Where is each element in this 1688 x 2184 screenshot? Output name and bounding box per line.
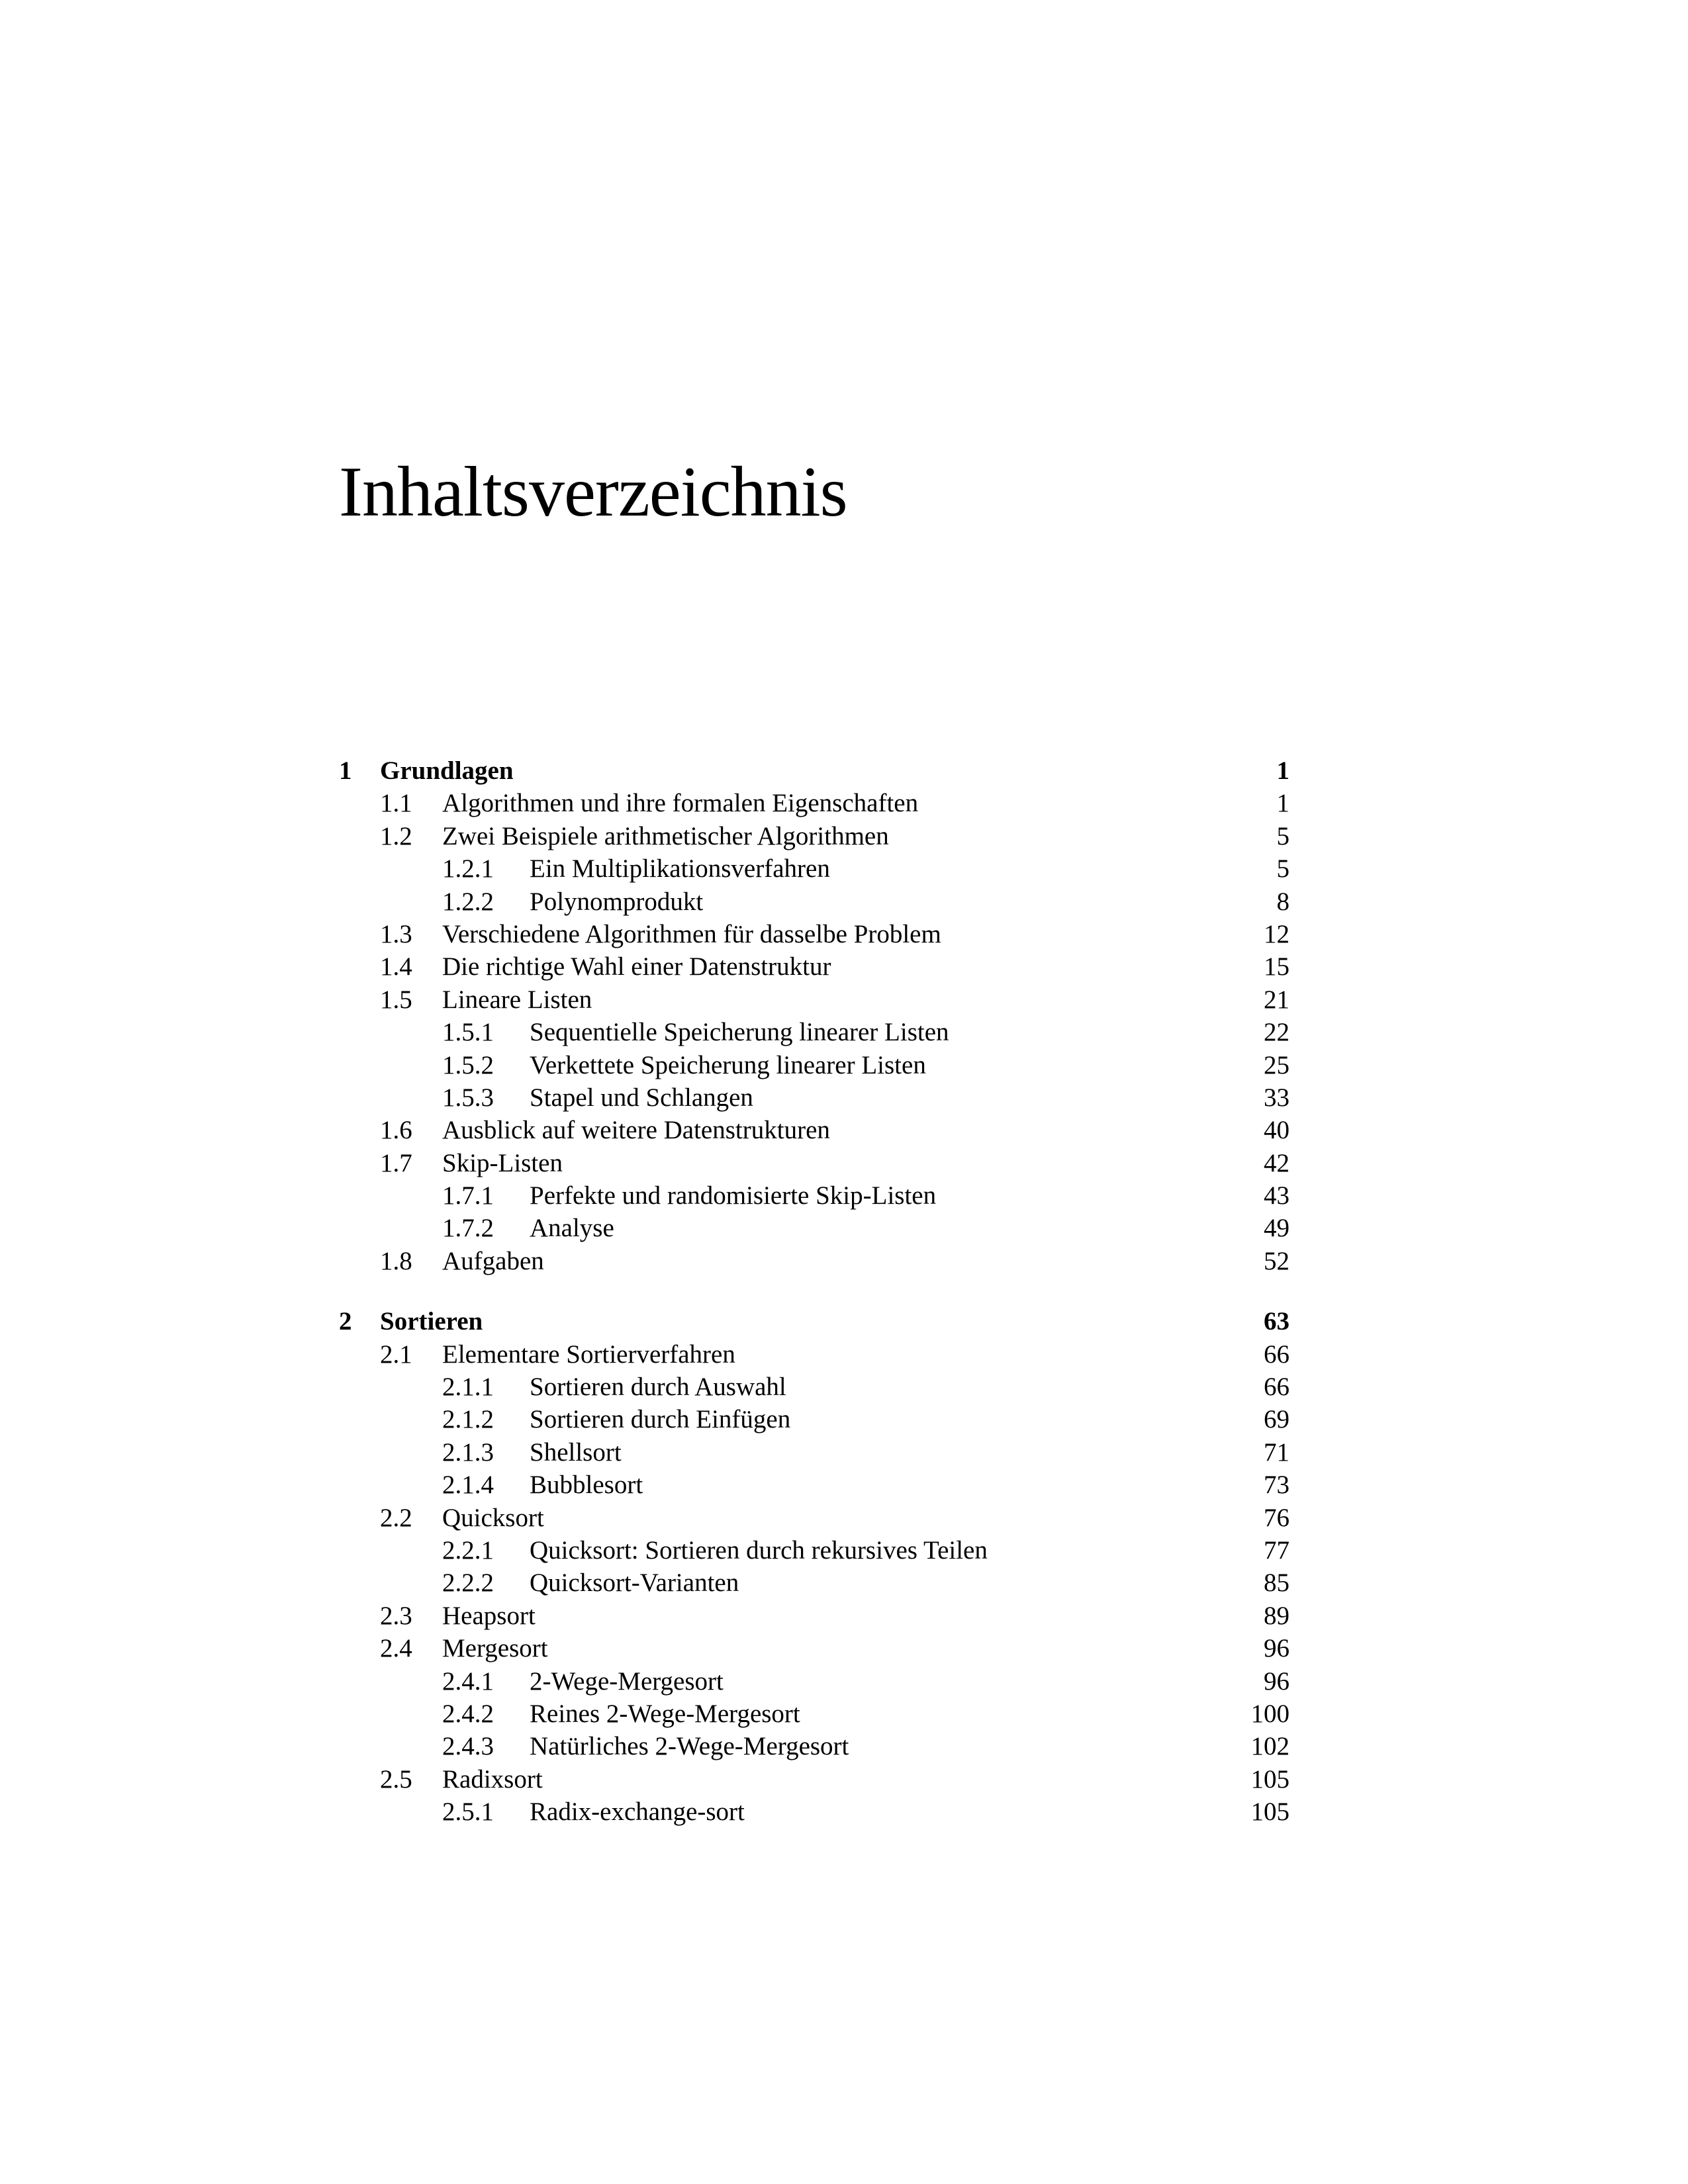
entry-page-number: 1	[1276, 756, 1289, 785]
entry-page-number: 22	[1264, 1018, 1289, 1047]
toc-subsection-entry[interactable]	[339, 1049, 1289, 1081]
toc-subsection-entry[interactable]	[339, 1436, 1289, 1469]
entry-page-number: 85	[1264, 1569, 1289, 1598]
page-title: Inhaltsverzeichnis	[339, 453, 847, 531]
entry-number: 2.2	[380, 1503, 412, 1532]
toc-subsection-entry[interactable]	[339, 1016, 1289, 1048]
entry-number: 2.1.4	[442, 1471, 494, 1500]
entry-title: Skip-Listen	[442, 1148, 563, 1177]
toc-subsection-entry[interactable]	[339, 1534, 1289, 1567]
entry-title: 2-Wege-Mergesort	[530, 1666, 724, 1696]
entry-title: Verschiedene Algorithmen für dasselbe Problem	[442, 919, 941, 948]
entry-title: Polynomprodukt	[530, 887, 704, 916]
entry-number: 1.6	[380, 1116, 412, 1145]
chapter-block	[339, 1305, 1289, 1828]
entry-title: Elementare Sortierverfahren	[442, 1340, 735, 1369]
entry-title: Aufgaben	[442, 1246, 544, 1275]
toc-subsection-entry[interactable]	[339, 886, 1289, 918]
entry-page-number: 66	[1264, 1373, 1289, 1402]
toc-section-entry[interactable]	[339, 1502, 1289, 1534]
entry-title: Sortieren	[380, 1307, 483, 1336]
entry-number: 2.5.1	[442, 1797, 494, 1827]
toc-subsection-entry[interactable]	[339, 1081, 1289, 1114]
toc-section-entry[interactable]	[339, 1147, 1289, 1179]
entry-title: Quicksort	[442, 1503, 544, 1532]
entry-title: Mergesort	[442, 1634, 548, 1663]
entry-number: 1.2.2	[442, 887, 494, 916]
entry-number: 1.5.1	[442, 1018, 494, 1047]
entry-page-number: 69	[1264, 1405, 1289, 1434]
toc-section-entry[interactable]	[339, 1632, 1289, 1664]
entry-title: Grundlagen	[380, 756, 514, 785]
entry-page-number: 96	[1264, 1666, 1289, 1696]
entry-page-number: 21	[1264, 985, 1289, 1014]
entry-title: Verkettete Speicherung linearer Listen	[530, 1050, 926, 1079]
chapter-block	[339, 754, 1289, 1277]
toc-subsection-entry[interactable]	[339, 1665, 1289, 1698]
toc-chapter-entry[interactable]	[339, 1305, 1289, 1338]
entry-number: 2.1.1	[442, 1373, 494, 1402]
toc-section-entry[interactable]	[339, 1114, 1289, 1146]
entry-number: 1.5.3	[442, 1083, 494, 1112]
entry-page-number: 96	[1264, 1634, 1289, 1663]
entry-number: 1.5	[380, 985, 412, 1014]
entry-page-number: 5	[1276, 854, 1289, 884]
entry-title: Ausblick auf weitere Datenstrukturen	[442, 1116, 830, 1145]
entry-page-number: 8	[1276, 887, 1289, 916]
entry-title: Lineare Listen	[442, 985, 592, 1014]
entry-number: 1.4	[380, 952, 412, 981]
entry-number: 2.4	[380, 1634, 412, 1663]
toc-section-entry[interactable]	[339, 1338, 1289, 1371]
entry-page-number: 102	[1250, 1732, 1289, 1761]
entry-page-number: 52	[1264, 1246, 1289, 1275]
entry-title: Sortieren durch Auswahl	[530, 1373, 786, 1402]
entry-number: 1.7.1	[442, 1181, 494, 1210]
toc-subsection-entry[interactable]	[339, 1469, 1289, 1501]
entry-title: Reines 2-Wege-Mergesort	[530, 1699, 800, 1728]
entry-number: 2.5	[380, 1764, 412, 1794]
entry-page-number: 105	[1250, 1764, 1289, 1794]
entry-page-number: 49	[1264, 1214, 1289, 1243]
entry-number: 1.5.2	[442, 1050, 494, 1079]
toc-subsection-entry[interactable]	[339, 1698, 1289, 1730]
entry-number: 1.8	[380, 1246, 412, 1275]
toc-subsection-entry[interactable]	[339, 1212, 1289, 1244]
entry-title: Radixsort	[442, 1764, 543, 1794]
entry-number: 2.1.3	[442, 1437, 494, 1467]
entry-title: Stapel und Schlangen	[530, 1083, 753, 1112]
toc-section-entry[interactable]	[339, 1245, 1289, 1277]
entry-number: 2.4.3	[442, 1732, 494, 1761]
toc-section-entry[interactable]	[339, 950, 1289, 983]
entry-number: 2.1.2	[442, 1405, 494, 1434]
toc-section-entry[interactable]	[339, 820, 1289, 852]
entry-page-number: 5	[1276, 821, 1289, 850]
entry-number: 2.3	[380, 1601, 412, 1630]
toc-section-entry[interactable]	[339, 983, 1289, 1016]
entry-number: 2.2.1	[442, 1535, 494, 1565]
toc-section-entry[interactable]	[339, 1763, 1289, 1796]
entry-title: Quicksort-Varianten	[530, 1569, 739, 1598]
toc-subsection-entry[interactable]	[339, 1179, 1289, 1212]
toc-subsection-entry[interactable]	[339, 852, 1289, 885]
entry-page-number: 73	[1264, 1471, 1289, 1500]
entry-number: 2.4.2	[442, 1699, 494, 1728]
entry-title: Analyse	[530, 1214, 614, 1243]
entry-title: Natürliches 2-Wege-Mergesort	[530, 1732, 849, 1761]
entry-page-number: 43	[1264, 1181, 1289, 1210]
toc-subsection-entry[interactable]	[339, 1403, 1289, 1435]
entry-title: Heapsort	[442, 1601, 536, 1630]
entry-title: Die richtige Wahl einer Datenstruktur	[442, 952, 831, 981]
entry-page-number: 77	[1264, 1535, 1289, 1565]
toc-subsection-entry[interactable]	[339, 1371, 1289, 1403]
entry-page-number: 89	[1264, 1601, 1289, 1630]
toc-section-entry[interactable]	[339, 787, 1289, 819]
toc-section-entry[interactable]	[339, 918, 1289, 950]
entry-title: Sortieren durch Einfügen	[530, 1405, 791, 1434]
entry-number: 1.3	[380, 919, 412, 948]
entry-page-number: 33	[1264, 1083, 1289, 1112]
entry-page-number: 1	[1276, 789, 1289, 818]
entry-page-number: 40	[1264, 1116, 1289, 1145]
entry-title: Ein Multiplikationsverfahren	[530, 854, 830, 884]
entry-page-number: 42	[1264, 1148, 1289, 1177]
entry-number: 1.7	[380, 1148, 412, 1177]
entry-number: 1.1	[380, 789, 412, 818]
entry-page-number: 63	[1264, 1307, 1289, 1336]
entry-number: 2	[339, 1307, 352, 1336]
entry-page-number: 76	[1264, 1503, 1289, 1532]
entry-number: 2.1	[380, 1340, 412, 1369]
entry-page-number: 100	[1250, 1699, 1289, 1728]
toc-subsection-entry[interactable]	[339, 1567, 1289, 1599]
entry-title: Sequentielle Speicherung linearer Listen	[530, 1018, 949, 1047]
entry-title: Zwei Beispiele arithmetischer Algorithmen	[442, 821, 889, 850]
toc-subsection-entry[interactable]	[339, 1730, 1289, 1762]
entry-number: 1.2	[380, 821, 412, 850]
toc-section-entry[interactable]	[339, 1600, 1289, 1632]
entry-page-number: 71	[1264, 1437, 1289, 1467]
entry-number: 1.2.1	[442, 854, 494, 884]
table-of-contents	[339, 754, 1289, 1829]
entry-number: 2.4.1	[442, 1666, 494, 1696]
entry-page-number: 12	[1264, 919, 1289, 948]
entry-title: Bubblesort	[530, 1471, 643, 1500]
entry-title: Radix-exchange-sort	[530, 1797, 745, 1827]
entry-title: Quicksort: Sortieren durch rekursives Teilen	[530, 1535, 988, 1565]
entry-number: 2.2.2	[442, 1569, 494, 1598]
entry-title: Shellsort	[530, 1437, 622, 1467]
toc-subsection-entry[interactable]	[339, 1796, 1289, 1828]
entry-number: 1	[339, 756, 352, 785]
entry-page-number: 66	[1264, 1340, 1289, 1369]
entry-page-number: 15	[1264, 952, 1289, 981]
entry-number: 1.7.2	[442, 1214, 494, 1243]
entry-title: Perfekte und randomisierte Skip-Listen	[530, 1181, 937, 1210]
entry-title: Algorithmen und ihre formalen Eigenschaften	[442, 789, 919, 818]
entry-page-number: 25	[1264, 1050, 1289, 1079]
entry-page-number: 105	[1250, 1797, 1289, 1827]
toc-chapter-entry[interactable]	[339, 754, 1289, 787]
